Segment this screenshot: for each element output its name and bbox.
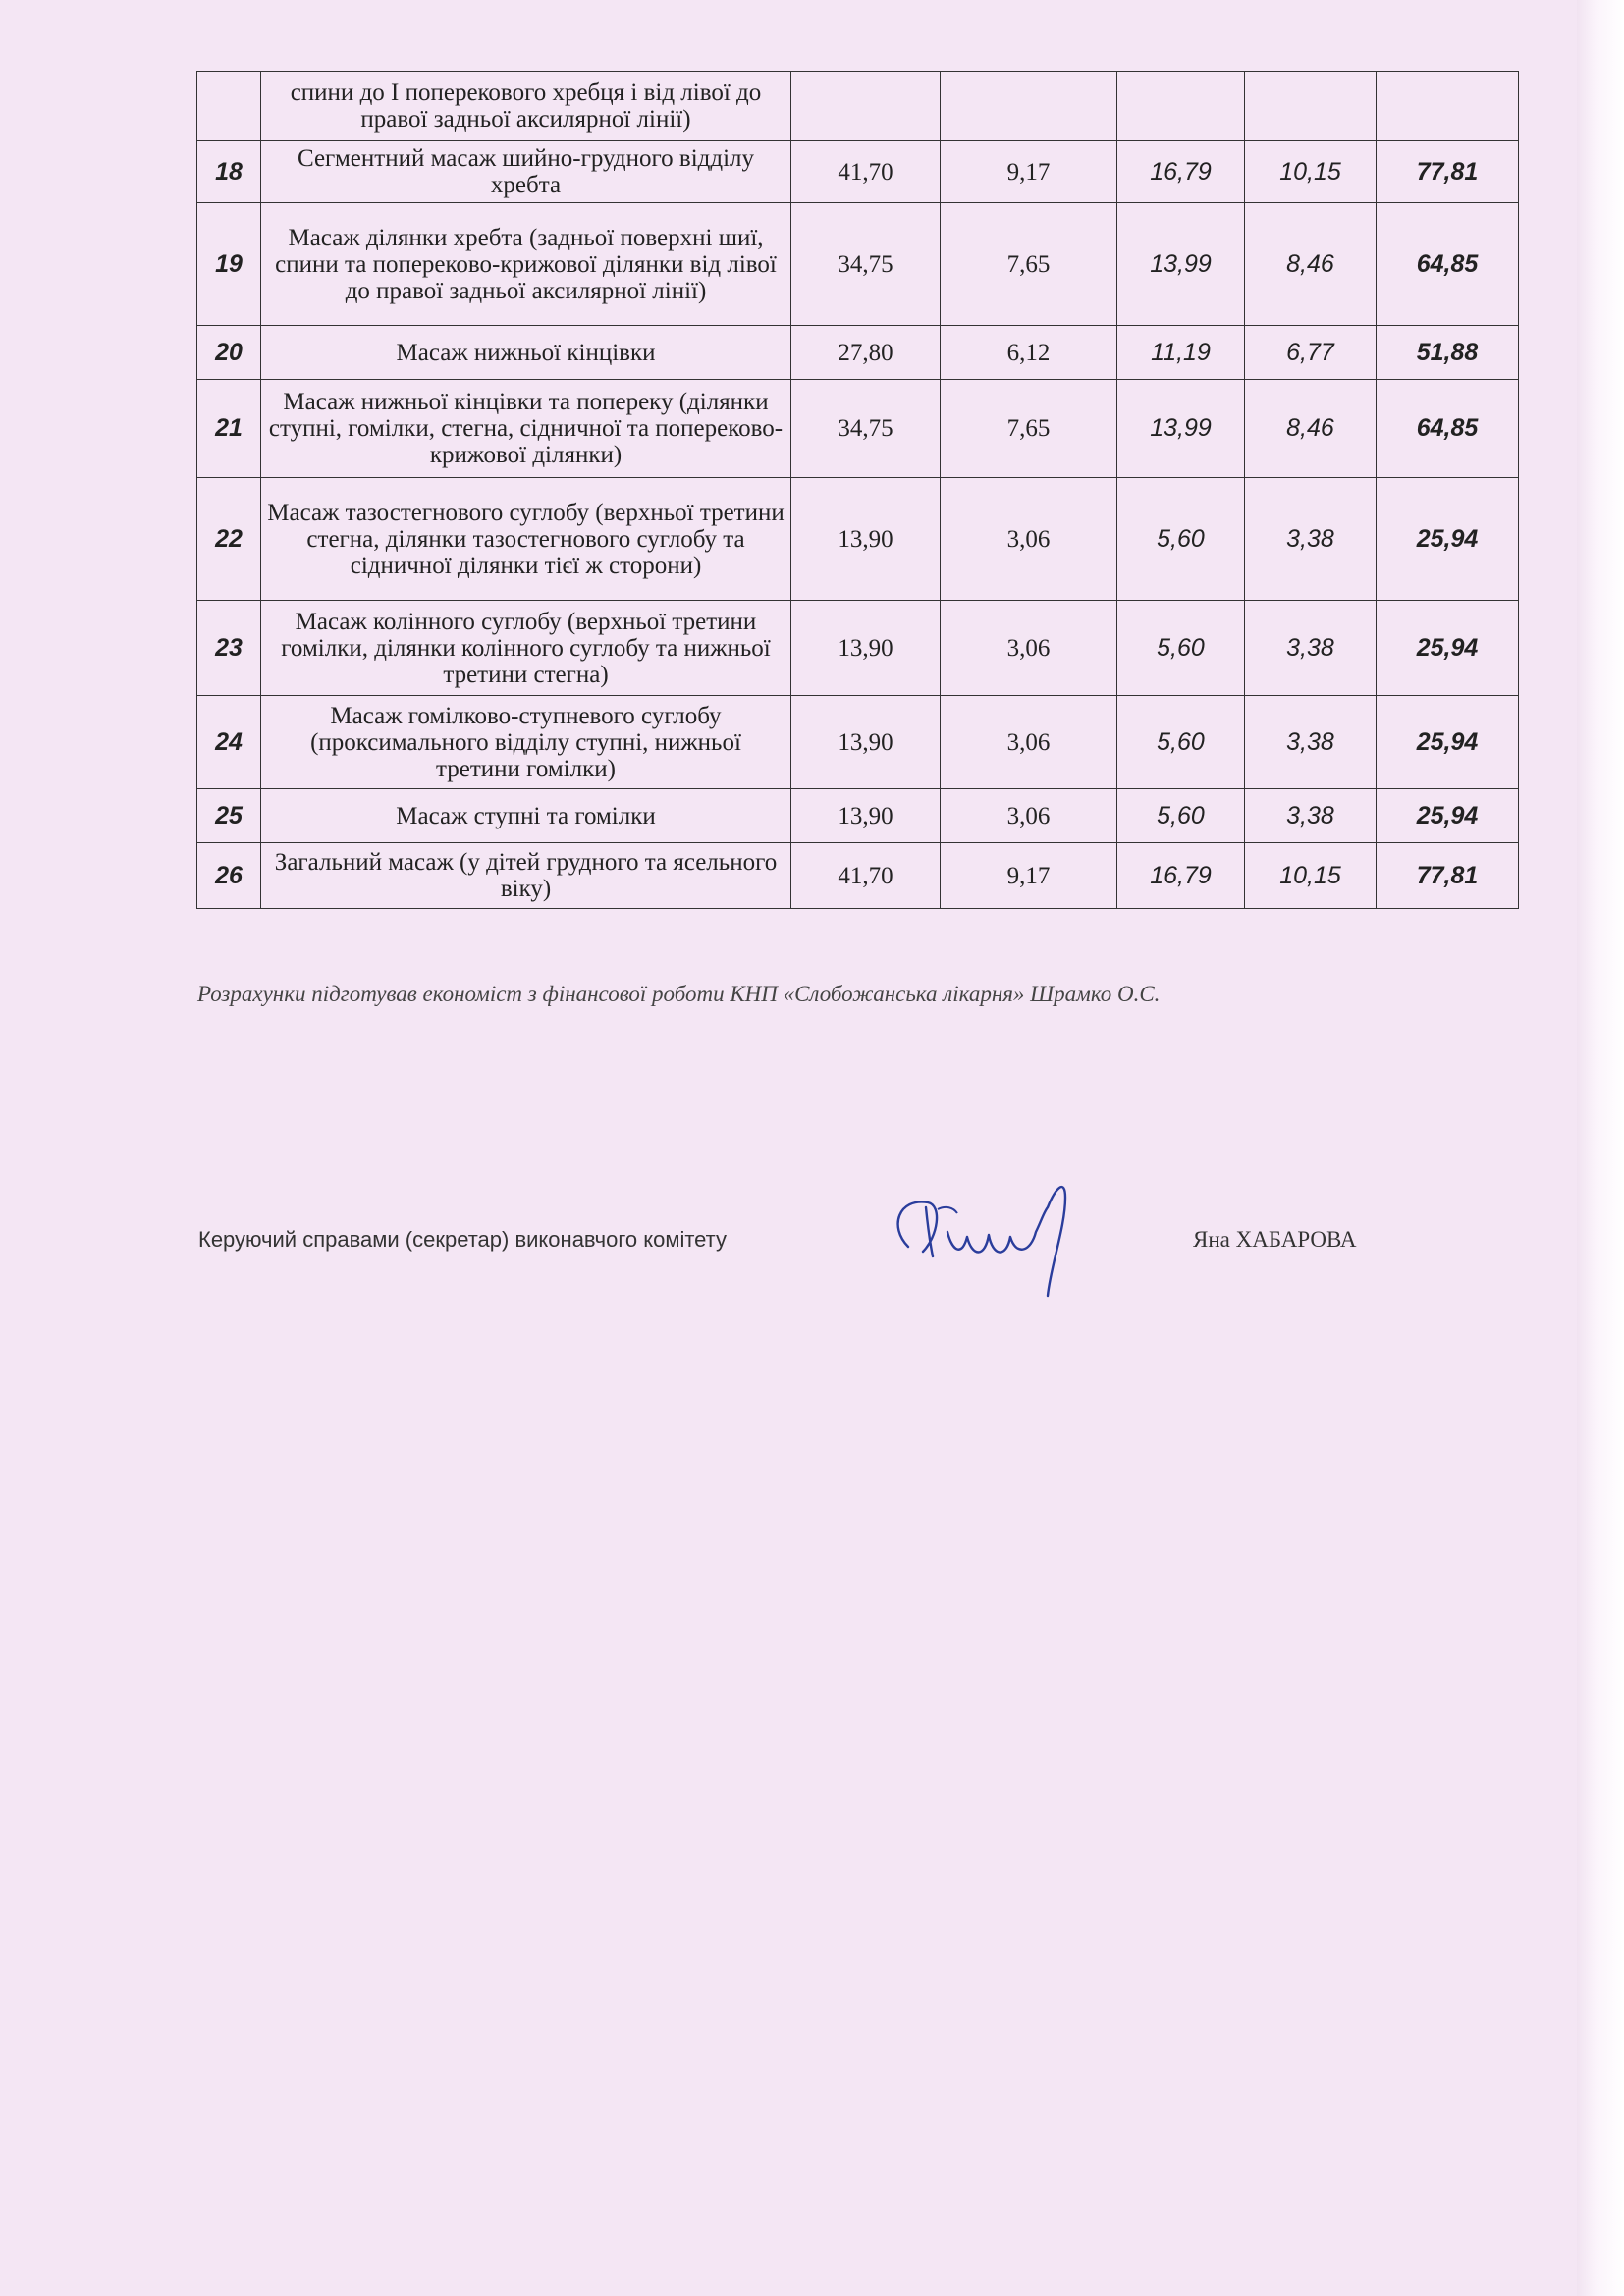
table-row — [197, 141, 1519, 203]
prepared-by-note: Розрахунки підготував економіст з фінансової роботи КНП «Слобожанська лікарня» Шрамко О.С. — [197, 982, 1161, 1006]
cell-v1: 41,70 — [791, 141, 941, 203]
table-row — [197, 72, 1519, 141]
price-table — [196, 71, 1519, 909]
cell-name: спини до І поперекового хребця і від лівої до правої задньої аксилярної лінії) — [261, 72, 791, 141]
cell-name: Сегментний масаж шийно-грудного відділу хребта — [261, 141, 791, 203]
cell-v5: 64,85 — [1377, 203, 1519, 326]
cell-num: 19 — [197, 203, 261, 326]
table-row — [197, 843, 1519, 909]
cell-name: Масаж тазостегнового суглобу (верхньої третини стегна, ділянки тазостегнового суглобу та сідничної ділянки тієї ж сторони) — [261, 478, 791, 601]
cell-v5: 25,94 — [1377, 601, 1519, 696]
cell-v2 — [941, 72, 1117, 141]
table-row — [197, 203, 1519, 326]
cell-num — [197, 72, 261, 141]
cell-v2: 3,06 — [941, 478, 1117, 601]
cell-v4: 6,77 — [1245, 326, 1377, 380]
cell-name: Масаж ділянки хребта (задньої поверхні шиї, спини та попереково-крижової ділянки від лівої до правої задньої аксилярної лінії) — [261, 203, 791, 326]
cell-v5: 51,88 — [1377, 326, 1519, 380]
cell-v1: 13,90 — [791, 696, 941, 789]
cell-v5: 64,85 — [1377, 380, 1519, 478]
cell-num: 24 — [197, 696, 261, 789]
cell-num: 26 — [197, 843, 261, 909]
cell-num: 20 — [197, 326, 261, 380]
cell-v2: 6,12 — [941, 326, 1117, 380]
cell-num: 22 — [197, 478, 261, 601]
cell-v4: 8,46 — [1245, 203, 1377, 326]
cell-v2: 9,17 — [941, 141, 1117, 203]
cell-num: 25 — [197, 789, 261, 843]
cell-v1 — [791, 72, 941, 141]
cell-v2: 7,65 — [941, 380, 1117, 478]
cell-v3: 16,79 — [1117, 141, 1245, 203]
cell-v3: 5,60 — [1117, 478, 1245, 601]
signatory-title: Керуючий справами (секретар) виконавчого комітету — [198, 1227, 727, 1252]
cell-v4 — [1245, 72, 1377, 141]
cell-v1: 34,75 — [791, 380, 941, 478]
cell-v4: 3,38 — [1245, 696, 1377, 789]
cell-v3: 13,99 — [1117, 380, 1245, 478]
cell-v5 — [1377, 72, 1519, 141]
cell-v3: 5,60 — [1117, 601, 1245, 696]
cell-v5: 25,94 — [1377, 696, 1519, 789]
cell-v3: 5,60 — [1117, 789, 1245, 843]
cell-v1: 13,90 — [791, 601, 941, 696]
cell-name: Загальний масаж (у дітей грудного та ясельного віку) — [261, 843, 791, 909]
table-row — [197, 380, 1519, 478]
table-row — [197, 478, 1519, 601]
cell-v3: 13,99 — [1117, 203, 1245, 326]
cell-v2: 3,06 — [941, 696, 1117, 789]
cell-v1: 13,90 — [791, 478, 941, 601]
cell-v5: 25,94 — [1377, 478, 1519, 601]
cell-v4: 3,38 — [1245, 601, 1377, 696]
cell-num: 23 — [197, 601, 261, 696]
cell-v1: 13,90 — [791, 789, 941, 843]
cell-v1: 41,70 — [791, 843, 941, 909]
cell-v4: 10,15 — [1245, 141, 1377, 203]
cell-v4: 3,38 — [1245, 789, 1377, 843]
cell-v3 — [1117, 72, 1245, 141]
table-row — [197, 789, 1519, 843]
cell-v2: 3,06 — [941, 789, 1117, 843]
cell-v4: 8,46 — [1245, 380, 1377, 478]
cell-v1: 27,80 — [791, 326, 941, 380]
table-row — [197, 601, 1519, 696]
cell-v2: 9,17 — [941, 843, 1117, 909]
table-row — [197, 326, 1519, 380]
cell-v2: 7,65 — [941, 203, 1117, 326]
cell-name: Масаж ступні та гомілки — [261, 789, 791, 843]
table-row — [197, 696, 1519, 789]
cell-v1: 34,75 — [791, 203, 941, 326]
cell-v3: 11,19 — [1117, 326, 1245, 380]
page-edge — [1577, 0, 1624, 2296]
cell-name: Масаж колінного суглобу (верхньої третини гомілки, ділянки колінного суглобу та нижньої третини стегна) — [261, 601, 791, 696]
cell-name: Масаж нижньої кінцівки та попереку (ділянки ступні, гомілки, стегна, сідничної та попереково-крижової ділянки) — [261, 380, 791, 478]
cell-name: Масаж нижньої кінцівки — [261, 326, 791, 380]
cell-v5: 25,94 — [1377, 789, 1519, 843]
cell-v4: 3,38 — [1245, 478, 1377, 601]
cell-v3: 5,60 — [1117, 696, 1245, 789]
cell-v2: 3,06 — [941, 601, 1117, 696]
cell-v4: 10,15 — [1245, 843, 1377, 909]
cell-num: 21 — [197, 380, 261, 478]
cell-name: Масаж гомілково-ступневого суглобу (проксимального відділу ступні, нижньої третини гомілки) — [261, 696, 791, 789]
cell-num: 18 — [197, 141, 261, 203]
cell-v5: 77,81 — [1377, 843, 1519, 909]
cell-v5: 77,81 — [1377, 141, 1519, 203]
cell-v3: 16,79 — [1117, 843, 1245, 909]
signatory-name: Яна ХАБАРОВА — [1193, 1227, 1357, 1252]
handwritten-signature — [869, 1158, 1124, 1306]
